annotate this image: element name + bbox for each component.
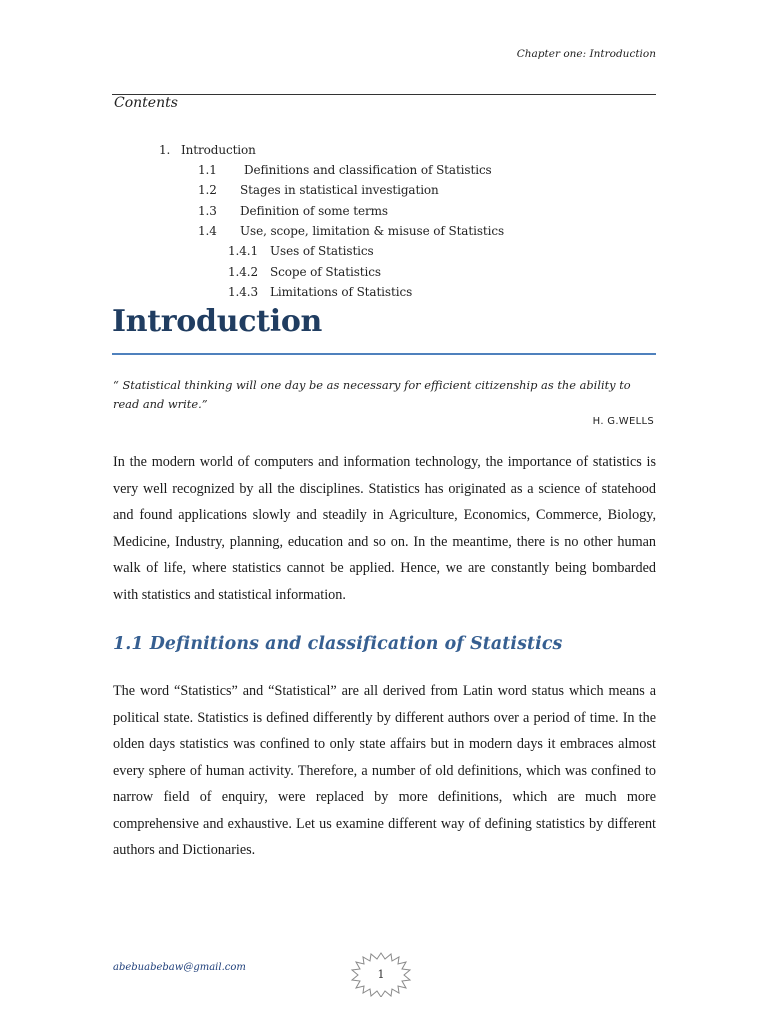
footer-email: abebuabebaw@gmail.com [113, 962, 246, 973]
toc-item-text: Definition of some terms [240, 204, 388, 218]
section-heading-1-1: 1.1 Definitions and classification of Statistics [113, 634, 563, 654]
toc-item-text: Uses of Statistics [270, 244, 374, 258]
toc-item-text: Limitations of Statistics [270, 285, 413, 299]
contents-label: Contents [114, 95, 178, 111]
toc-item-1 [159, 143, 256, 157]
introduction-heading: Introduction [112, 304, 323, 339]
toc-item-1-1 [198, 163, 492, 177]
toc-item-number: 1.2 [198, 183, 217, 197]
epigraph-quote: “ Statistical thinking will one day be as necessary for efficient citizenship as the ability to read and write.” [113, 378, 631, 411]
toc-item-number: 1.1 [198, 163, 217, 177]
running-header: Chapter one: Introduction [516, 48, 656, 60]
toc-item-1-4-1 [228, 244, 374, 258]
toc-item-number: 1.4.2 [228, 265, 259, 279]
toc-item-1-4-3 [228, 285, 412, 299]
toc-item-1-4-2 [228, 265, 381, 279]
toc-item-number: 1.4.3 [228, 285, 259, 299]
toc-item-number: 1.4 [198, 224, 217, 238]
toc-item-1-2 [198, 183, 439, 197]
toc-item-number: 1. [159, 143, 171, 157]
toc-item-text: Definitions and classification of Statistics [244, 163, 492, 177]
toc-item-1-3 [198, 204, 388, 218]
header-rule [112, 94, 656, 95]
introduction-paragraph: In the modern world of computers and information technology, the importance of statistics is very well recognized by all the disciplines. Statistics has originated as a science of statehood and found applications slowly and steadily in Agriculture, Economics, Commerce, Biology, Medicine, Industry, planning, education and so on. In the meantime, there is no other human walk of life, where statistics cannot be applied. Hence, we are constantly being bombarded with statistics and statistical information. [113, 454, 656, 603]
epigraph-author: H. G.WELLS [592, 416, 654, 427]
toc-item-number: 1.4.1 [228, 244, 259, 258]
toc-item-1-4 [198, 224, 504, 238]
toc-item-text: Use, scope, limitation & misuse of Statistics [240, 224, 505, 238]
heading-underline [112, 353, 656, 355]
toc-item-text: Scope of Statistics [270, 265, 381, 279]
page-number: 1 [377, 968, 385, 981]
toc-item-number: 1.3 [198, 204, 217, 218]
toc-item-text: Introduction [181, 143, 256, 157]
toc-item-text: Stages in statistical investigation [240, 183, 439, 197]
definitions-paragraph: The word “Statistics” and “Statistical” are all derived from Latin word status which means a political state. Statistics is defined differently by different authors over a period of time. In the olden days statistics was confined to only state affairs but in modern days it embraces almost every sphere of human activity. Therefore, a number of old definitions, which was confined to narrow field of enquiry, were replaced by more definitions, which are much more comprehensive and exhaustive. Let us examine different way of defining statistics by different authors and Dictionaries. [113, 683, 656, 858]
